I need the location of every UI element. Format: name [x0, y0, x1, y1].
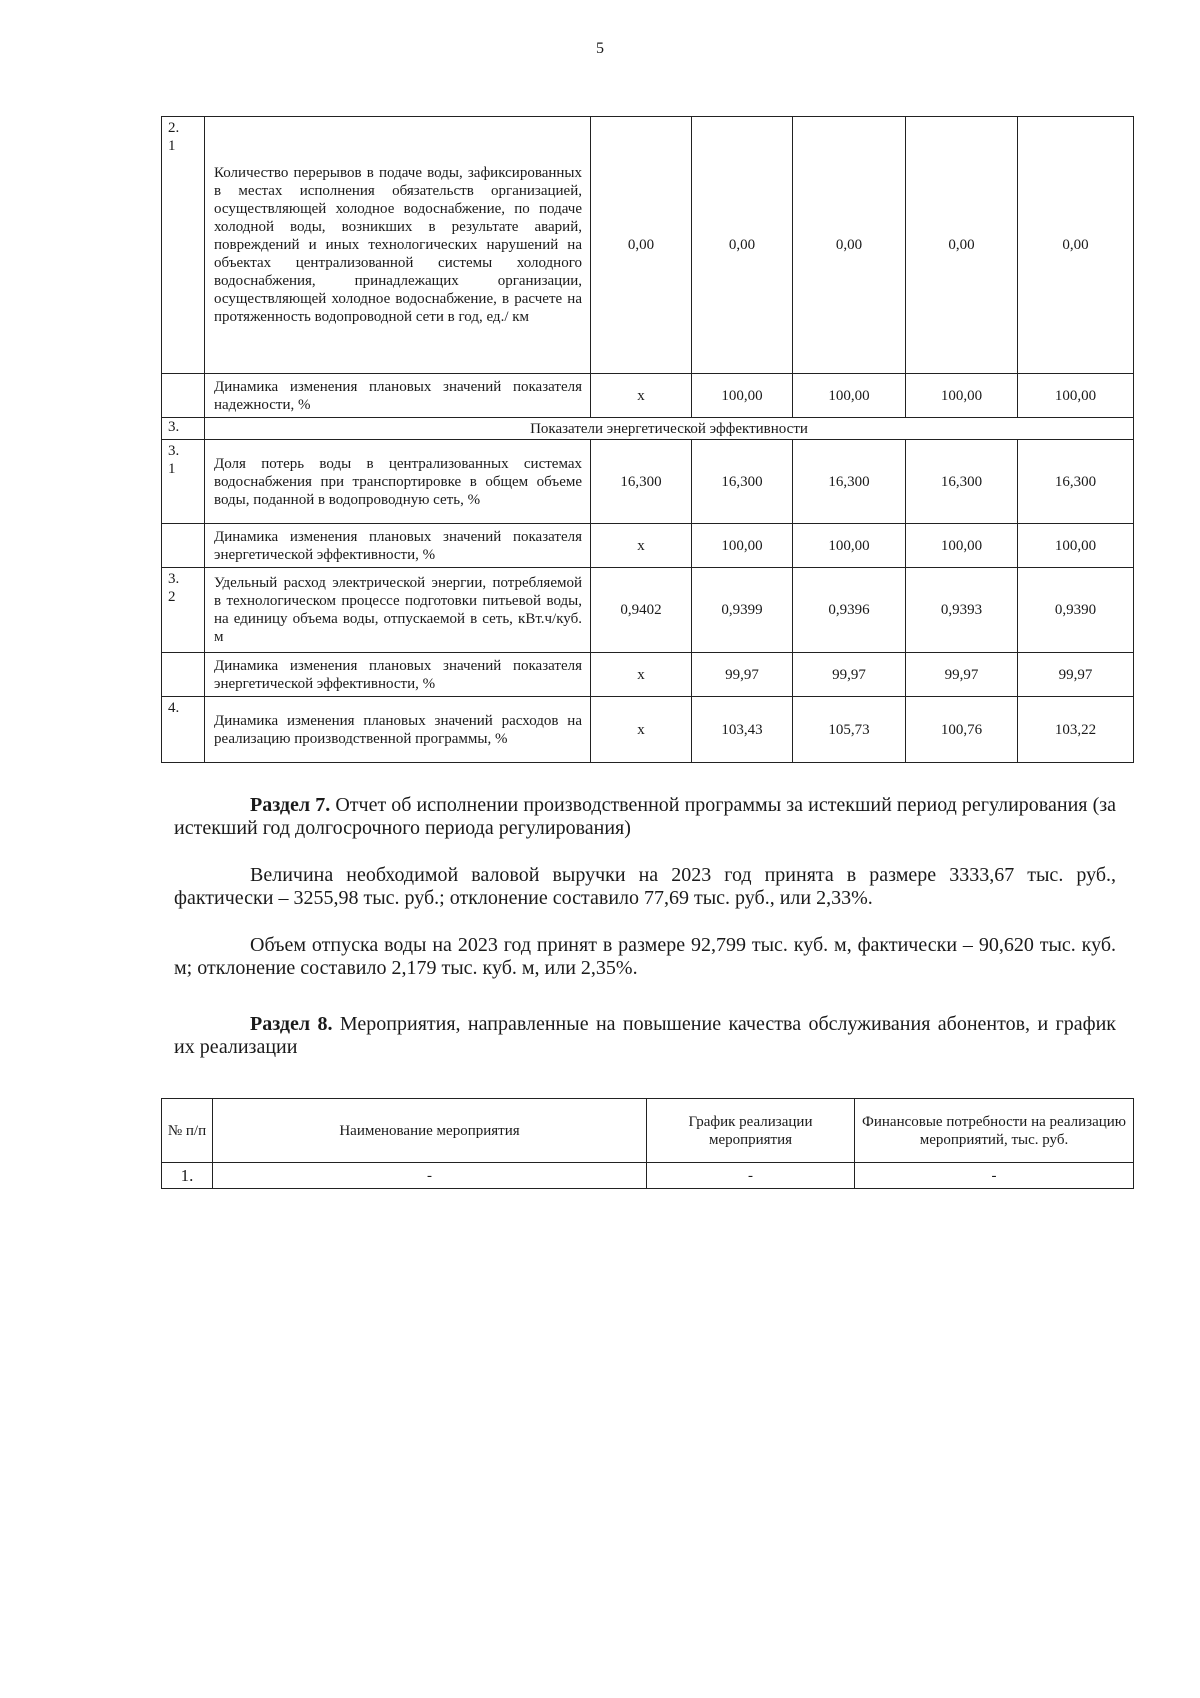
indicator-description: Удельный расход электрической энергии, потребляемой в технологическом процессе подготовки питьевой воды, на единицу объема воды, отпускаемой в сеть, кВт.ч/куб. м: [205, 568, 591, 653]
value-cell: 16,300: [793, 440, 906, 524]
column-header-name: Наименование мероприятия: [213, 1099, 647, 1163]
event-name-cell: -: [213, 1163, 647, 1189]
event-finance-cell: -: [855, 1163, 1134, 1189]
value-cell: 100,00: [692, 374, 793, 418]
value-cell: 100,00: [906, 374, 1018, 418]
value-cell: 0,9399: [692, 568, 793, 653]
revenue-paragraph: Величина необходимой валовой выручки на 2023 год принята в размере 3333,67 тыс. руб., фактически – 3255,98 тыс. руб.; отклонение составило 77,69 тыс. руб., или 2,33%.: [174, 864, 1116, 909]
row-number: 2. 1: [162, 117, 205, 374]
column-header-number: № п/п: [162, 1099, 213, 1163]
value-cell: 0,9396: [793, 568, 906, 653]
value-cell: 99,97: [692, 653, 793, 697]
value-cell: 16,300: [591, 440, 692, 524]
value-cell: 100,00: [793, 374, 906, 418]
section-7-label: Раздел 7.: [250, 794, 331, 816]
value-cell: 100,76: [906, 697, 1018, 763]
value-cell: 100,00: [1018, 524, 1134, 568]
table-row: [162, 524, 1134, 568]
row-number: [162, 524, 205, 568]
table-row: [162, 653, 1134, 697]
row-number: [162, 653, 205, 697]
section-7-title: Отчет об исполнении производственной программы за истекший период регулирования (за истекший год долгосрочного периода регулирования): [174, 794, 1117, 839]
section-8-title: Мероприятия, направленные на повышение качества обслуживания абонентов, и график их реализации: [174, 1013, 1116, 1058]
water-volume-paragraph: Объем отпуска воды на 2023 год принят в размере 92,799 тыс. куб. м, фактически – 90,620 тыс. куб. м; отклонение составило 2,179 тыс. куб. м, или 2,35%.: [174, 934, 1116, 979]
value-cell: 0,9402: [591, 568, 692, 653]
section-8-heading: [174, 1013, 1116, 1059]
row-number: 3. 2: [162, 568, 205, 653]
indicator-description: Количество перерывов в подаче воды, зафиксированных в местах исполнения обязательств организацией, осуществляющей холодное водоснабжение, по подаче холодной воды, возникших в результате аварий, повреждений и иных технологических нарушений на объектах централизованной системы холодного водоснабжения, принадлежащих организации, осуществляющей холодное водоснабжение, в расчете на протяженность водопроводной сети в год, ед./ км: [205, 117, 591, 374]
section-row: [162, 418, 1134, 440]
column-header-schedule: График реализации мероприятия: [647, 1099, 855, 1163]
table-header-row: [162, 1099, 1134, 1163]
indicator-description: Динамика изменения плановых значений показателя надежности, %: [205, 374, 591, 418]
value-cell: 16,300: [906, 440, 1018, 524]
column-header-finance: Финансовые потребности на реализацию мероприятий, тыс. руб.: [855, 1099, 1134, 1163]
value-cell: 99,97: [906, 653, 1018, 697]
row-number: 1.: [162, 1163, 213, 1189]
value-cell: 100,00: [1018, 374, 1134, 418]
value-cell: х: [591, 653, 692, 697]
value-cell: х: [591, 524, 692, 568]
section-8-label: Раздел 8.: [250, 1013, 333, 1035]
section-title: Показатели энергетической эффективности: [205, 418, 1134, 440]
value-cell: 100,00: [692, 524, 793, 568]
row-number: 4.: [162, 697, 205, 763]
value-cell: 0,00: [793, 117, 906, 374]
value-cell: 100,00: [906, 524, 1018, 568]
indicator-description: Динамика изменения плановых значений показателя энергетической эффективности, %: [205, 524, 591, 568]
indicator-description: Доля потерь воды в централизованных системах водоснабжения при транспортировке в общем объеме воды, поданной в водопроводную сеть, %: [205, 440, 591, 524]
events-table: [161, 1098, 1134, 1189]
value-cell: 16,300: [692, 440, 793, 524]
value-cell: 0,9393: [906, 568, 1018, 653]
page-number: 5: [596, 40, 604, 57]
value-cell: 105,73: [793, 697, 906, 763]
indicator-description: Динамика изменения плановых значений расходов на реализацию производственной программы, %: [205, 697, 591, 763]
row-number: 3. 1: [162, 440, 205, 524]
row-number: [162, 374, 205, 418]
value-cell: 16,300: [1018, 440, 1134, 524]
value-cell: 0,00: [1018, 117, 1134, 374]
section-7-heading: [174, 794, 1116, 840]
value-cell: 0,9390: [1018, 568, 1134, 653]
table-row: [162, 440, 1134, 524]
value-cell: 99,97: [1018, 653, 1134, 697]
table-row: [162, 117, 1134, 374]
event-schedule-cell: -: [647, 1163, 855, 1189]
value-cell: 100,00: [793, 524, 906, 568]
indicators-table: [161, 116, 1134, 763]
value-cell: 103,22: [1018, 697, 1134, 763]
row-number: 3.: [162, 418, 205, 440]
value-cell: 0,00: [692, 117, 793, 374]
value-cell: х: [591, 374, 692, 418]
value-cell: 103,43: [692, 697, 793, 763]
value-cell: х: [591, 697, 692, 763]
value-cell: 0,00: [591, 117, 692, 374]
value-cell: 0,00: [906, 117, 1018, 374]
table-row: [162, 374, 1134, 418]
table-row: [162, 1163, 1134, 1189]
value-cell: 99,97: [793, 653, 906, 697]
indicator-description: Динамика изменения плановых значений показателя энергетической эффективности, %: [205, 653, 591, 697]
table-row: [162, 568, 1134, 653]
table-row: [162, 697, 1134, 763]
